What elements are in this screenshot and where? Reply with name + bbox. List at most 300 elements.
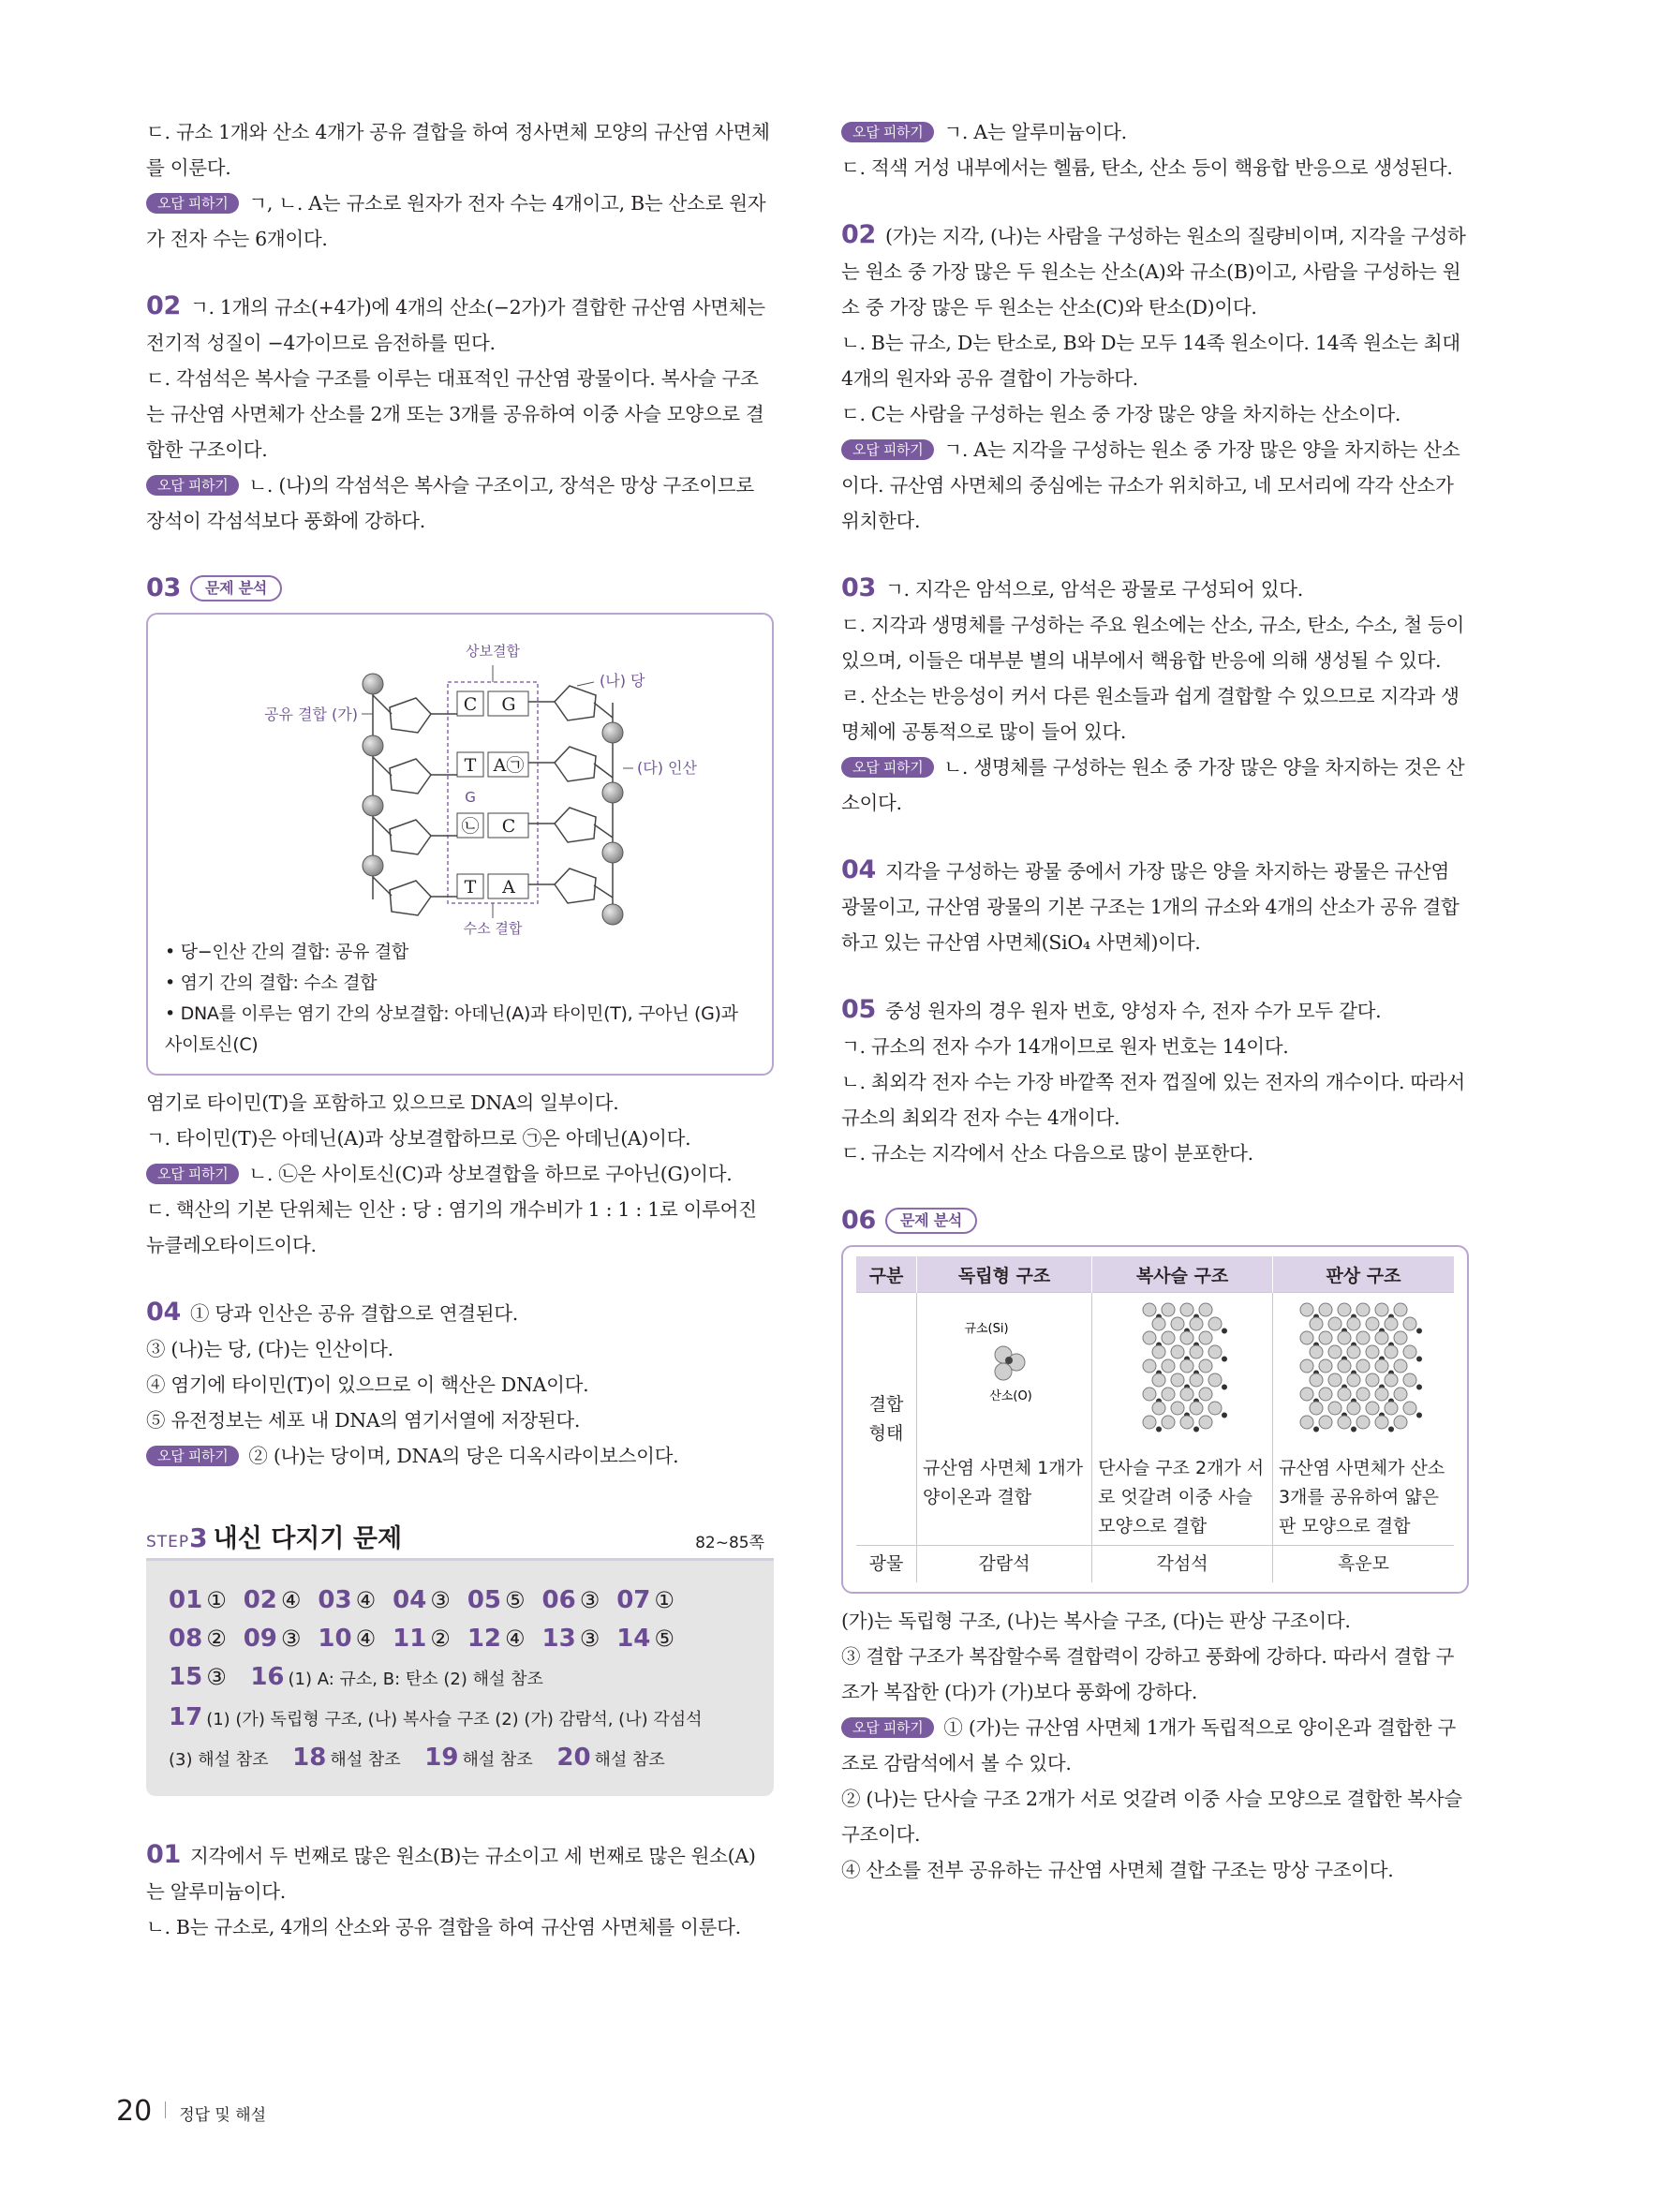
paragraph: ㄷ. 적색 거성 내부에서는 헬륨, 탄소, 산소 등이 핵융합 반응으로 생성된다. — [841, 156, 1453, 179]
answer-block-01-cont — [146, 114, 774, 257]
oxygen-atom — [1366, 1345, 1379, 1358]
answer-number: 13 — [541, 1625, 576, 1653]
sugar-pentagon — [555, 808, 596, 842]
oxygen-atom — [1403, 1345, 1416, 1358]
step3-title — [146, 1518, 402, 1554]
wrong-answer-paragraph — [841, 1710, 1469, 1781]
paragraph-text: 지각에서 두 번째로 많은 원소(B)는 규소이고 세 번째로 많은 원소(A)는 알루미늄이다. — [146, 1845, 756, 1903]
answer-value: (1) A: 규소, B: 탄소 (2) 해설 참조 — [288, 1670, 543, 1689]
question-number: 01 — [146, 1840, 181, 1869]
sheet-diagram — [1283, 1297, 1443, 1437]
oxygen-atom — [1152, 1373, 1165, 1387]
oxygen-atom — [1319, 1303, 1332, 1316]
answer-value: 해설 참조 — [594, 1750, 665, 1770]
page-range: 82~85쪽 — [695, 1534, 764, 1552]
silicon-atom — [1351, 1427, 1356, 1433]
page-footer — [116, 2095, 266, 2128]
answer-block-03 — [146, 571, 774, 1263]
oxygen-atom — [1300, 1331, 1313, 1344]
answer-value: ③ — [206, 1664, 227, 1690]
answer-number: 03 — [318, 1586, 352, 1614]
oxygen-atom — [1190, 1345, 1203, 1358]
phosphate-ball — [602, 722, 623, 743]
right-column — [841, 114, 1469, 1920]
sugar-pentagon — [390, 759, 431, 794]
oxygen-atom — [1319, 1416, 1332, 1429]
paragraph: ㄷ. 규소는 지각에서 산소 다음으로 많이 분포한다. — [841, 1142, 1253, 1165]
oxygen-atom — [1180, 1416, 1193, 1429]
sugar-pentagon — [555, 686, 596, 720]
oxygen-atom — [1319, 1359, 1332, 1373]
answer-number: 17 — [169, 1703, 203, 1731]
question-number: 03 — [841, 573, 876, 602]
question-number: 03 — [146, 573, 181, 602]
paragraph: ㄷ. 규소 1개와 산소 4개가 공유 결합을 하여 정사면체 모양의 규산염 사면체를 이룬다. — [146, 121, 770, 179]
question-number: 04 — [146, 1298, 181, 1327]
oxygen-atom — [1300, 1416, 1313, 1429]
oxygen-atom — [1366, 1317, 1379, 1330]
answer-value: 해설 참조 — [462, 1750, 533, 1770]
answer-number: 08 — [169, 1625, 203, 1653]
answer-value: ④ — [505, 1626, 526, 1652]
oxygen-atom — [1171, 1402, 1184, 1415]
answer-block-02 — [146, 289, 774, 539]
base-right-1: G — [501, 694, 516, 715]
silicon-atom — [1416, 1357, 1422, 1362]
wrong-answer-paragraph — [841, 432, 1469, 539]
oxygen-atom — [1310, 1373, 1323, 1387]
oxygen-atom — [1199, 1416, 1212, 1429]
answer-block-05-right — [841, 992, 1469, 1171]
oxygen-atom — [1385, 1317, 1398, 1330]
answer-value: (3) 해설 참조 — [169, 1750, 269, 1770]
oxygen-atom — [1171, 1317, 1184, 1330]
oxygen-atom — [1338, 1303, 1351, 1316]
silicon-atom — [1388, 1427, 1394, 1433]
oxygen-atom — [1338, 1388, 1351, 1401]
oxygen-atom — [1356, 1331, 1370, 1344]
answer-row — [169, 1739, 751, 1779]
oxygen-atom — [1375, 1303, 1388, 1316]
answer-value: ① — [206, 1587, 227, 1613]
paragraph: ㄴ. B는 규소, D는 탄소로, B와 D는 모두 14족 원소이다. 14족 원소는 최대 4개의 원자와 공유 결합이 가능하다. — [841, 332, 1460, 390]
oxygen-atom — [1356, 1388, 1370, 1401]
paragraph — [841, 992, 1469, 1029]
oxygen-atom — [1199, 1359, 1212, 1373]
base-pairs — [457, 691, 528, 898]
phosphate-ball — [363, 795, 383, 816]
table-row — [856, 1293, 1454, 1451]
phosphate-ball — [363, 855, 383, 876]
answer-value: ④ — [355, 1626, 377, 1652]
oxygen-atom — [1199, 1303, 1212, 1316]
wrong-answer-paragraph — [841, 750, 1469, 821]
paragraph-text: ㄴ. 생명체를 구성하는 원소 중 가장 많은 양을 차지하는 것은 산소이다. — [841, 756, 1465, 814]
paragraph — [146, 1837, 774, 1909]
answer-row — [169, 1581, 751, 1620]
oxygen-atom — [1338, 1416, 1351, 1429]
step3-header — [146, 1511, 774, 1558]
oxygen-atom — [1347, 1345, 1360, 1358]
table-header-row — [856, 1256, 1454, 1293]
paragraph — [841, 853, 1469, 960]
oxygen-atom — [1375, 1416, 1388, 1429]
paragraph — [841, 571, 1469, 607]
table-row — [856, 1450, 1454, 1546]
answer-block-04-right — [841, 853, 1469, 960]
oxygen-atom — [1385, 1402, 1398, 1415]
answer-value: ③ — [579, 1587, 600, 1613]
oxygen-atom — [1143, 1388, 1156, 1401]
oxygen-atom — [1300, 1388, 1313, 1401]
oxygen-atom — [1338, 1359, 1351, 1373]
paragraph: ㄷ. C는 사람을 구성하는 원소 중 가장 많은 양을 차지하는 산소이다. — [841, 403, 1401, 425]
oxygen-atom — [1328, 1317, 1341, 1330]
oxygen-atom — [1162, 1331, 1175, 1344]
answer-number: 18 — [292, 1744, 327, 1772]
label-phosphate: (다) 인산 — [637, 759, 697, 777]
question-number: 02 — [841, 220, 876, 249]
oxygen-atom — [1328, 1402, 1341, 1415]
oxygen-atom — [1319, 1331, 1332, 1344]
table-cell: 흑운모 — [1272, 1546, 1454, 1583]
paragraph-text: ㄱ. 1개의 규소(+4가)에 4개의 산소(−2가)가 결합한 규산염 사면체는 전기적 성질이 −4가이므로 음전하를 띤다. — [146, 296, 765, 354]
table-cell: 규산염 사면체 1개가 양이온과 결합 — [917, 1450, 1092, 1546]
left-backbone — [373, 684, 457, 915]
oxygen-atom — [1180, 1388, 1193, 1401]
row-label-bond-type: 결합 형태 — [856, 1293, 917, 1546]
oxygen-atom — [1162, 1388, 1175, 1401]
answer-number: 20 — [556, 1744, 591, 1772]
row-label-mineral: 광물 — [856, 1546, 917, 1583]
paragraph: ③ (나)는 당, (다)는 인산이다. — [146, 1338, 393, 1360]
paragraph-text: ㄱ, ㄴ. A는 규소로 원자가 전자 수는 4개이고, B는 산소로 원자가 전자 수는 6개이다. — [146, 192, 766, 250]
table-header-cell: 복사슬 구조 — [1092, 1256, 1273, 1293]
silicon-atom — [1156, 1427, 1162, 1433]
answer-row — [169, 1620, 751, 1658]
oxygen-atom — [1310, 1345, 1323, 1358]
paragraph-text: ㄱ. A는 지각을 구성하는 원소 중 가장 많은 양을 차지하는 산소이다. 규산염 사면체의 중심에는 규소가 위치하고, 네 모서리에 각각 산소가 위치한다. — [841, 438, 1460, 532]
answer-value: ④ — [280, 1587, 302, 1613]
answer-row — [169, 1699, 751, 1739]
oxygen-atom — [1152, 1402, 1165, 1415]
oxygen-atom — [1180, 1359, 1193, 1373]
silicon-atom — [1416, 1329, 1422, 1334]
table-cell: 각섬석 — [1092, 1546, 1273, 1583]
paragraph: ㄴ. B는 규소로, 4개의 산소와 공유 결합을 하여 규산염 사면체를 이룬다. — [146, 1916, 741, 1938]
phosphate-ball — [602, 842, 623, 863]
phosphate-ball — [602, 782, 623, 803]
base-left-3: ㉡ — [461, 816, 480, 837]
oxygen-atom — [1143, 1331, 1156, 1344]
answer-block-01-cont-right — [841, 114, 1469, 186]
answer-value: ③ — [430, 1587, 451, 1613]
paragraph: ㄱ. 규소의 전자 수가 14개이므로 원자 번호는 14이다. — [841, 1035, 1289, 1058]
wrong-answer-tag: 오답 피하기 — [146, 475, 239, 496]
oxygen-atom — [1300, 1359, 1313, 1373]
silicon-atom — [1222, 1357, 1227, 1362]
silicon-atom — [1416, 1385, 1422, 1390]
wrong-answer-tag: 오답 피하기 — [841, 439, 934, 460]
oxygen-atom — [1356, 1416, 1370, 1429]
question-number: 06 — [841, 1206, 876, 1235]
oxygen-atom — [1190, 1402, 1203, 1415]
phosphate-ball — [602, 904, 623, 925]
question-header — [146, 571, 774, 607]
answer-block-06-right — [841, 1203, 1469, 1888]
paragraph: ㄷ. 지각과 생명체를 구성하는 주요 원소에는 산소, 규소, 탄소, 수소, 철 등이 있으며, 이들은 대부분 별의 내부에서 핵융합 반응에 의해 생성될 수 있다. — [841, 614, 1465, 672]
sugar-pentagon — [555, 747, 596, 781]
sheet-structure-image — [1272, 1293, 1454, 1451]
oxygen-atom — [1366, 1373, 1379, 1387]
wrong-answer-paragraph — [146, 1438, 774, 1474]
left-column — [146, 114, 774, 1977]
table-cell: 단사슬 구조 2개가 서로 엇갈려 이중 사슬 모양으로 결합 — [1092, 1450, 1273, 1546]
base-left-4: T — [464, 877, 477, 898]
answer-number: 15 — [169, 1663, 203, 1691]
answer-block-02-right — [841, 217, 1469, 539]
label-sugar: (나) 당 — [600, 672, 645, 690]
oxygen-atom — [1190, 1373, 1203, 1387]
table-header-cell: 판상 구조 — [1272, 1256, 1454, 1293]
step-label: STEP — [146, 1533, 190, 1551]
answer-number: 07 — [616, 1586, 651, 1614]
paragraph: ㄷ. 각섬석은 복사슬 구조를 이루는 대표적인 규산염 광물이다. 복사슬 구조는 규산염 사면체가 산소를 2개 또는 3개를 공유하여 이중 사슬 모양으로 결합한 구조이다. — [146, 367, 764, 461]
oxygen-atom — [1208, 1373, 1222, 1387]
oxygen-atom — [1152, 1345, 1165, 1358]
label-complementary: 상보결합 — [466, 643, 520, 660]
paragraph-text: (가)는 지각, (나)는 사람을 구성하는 원소의 질량비이며, 지각을 구성하는 원소 중 가장 많은 두 원소는 산소(A)와 규소(B)이고, 사람을 구성하는 원소 중 가장 많은 두 원소는 산소(C)와 탄소(D)이다. — [841, 225, 1466, 319]
base-hint-g: G — [465, 789, 476, 806]
paragraph: ㄱ. 타이민(T)은 아데닌(A)과 상보결합하므로 ㉠은 아데닌(A)이다. — [146, 1127, 691, 1150]
answer-number: 09 — [243, 1625, 277, 1653]
question-header — [841, 1203, 1469, 1240]
wrong-answer-paragraph — [146, 468, 774, 539]
step-title-text: 내신 다지기 문제 — [213, 1524, 403, 1553]
wrong-answer-tag: 오답 피하기 — [841, 757, 934, 778]
wrong-answer-tag: 오답 피하기 — [146, 193, 239, 214]
paragraph: ④ 산소를 전부 공유하는 규산염 사면체 결합 구조는 망상 구조이다. — [841, 1859, 1394, 1881]
answer-value: ⑤ — [654, 1626, 674, 1652]
wrong-answer-paragraph — [146, 1156, 774, 1192]
answer-value: (1) (가) 독립형 구조, (나) 복사슬 구조 (2) (가) 감람석, (나) 각섬석 — [206, 1710, 703, 1730]
oxygen-atom — [1385, 1345, 1398, 1358]
oxygen-atom — [1199, 1388, 1212, 1401]
oxygen-atom — [1300, 1303, 1313, 1316]
wrong-answer-paragraph — [146, 186, 774, 257]
oxygen-atom — [1347, 1317, 1360, 1330]
base-right-4: A — [502, 877, 515, 898]
answer-value: ② — [430, 1626, 451, 1652]
oxygen-atom — [1347, 1402, 1360, 1415]
answer-number: 06 — [541, 1586, 576, 1614]
oxygen-atom — [1375, 1331, 1388, 1344]
paragraph: ④ 염기에 타이민(T)이 있으므로 이 핵산은 DNA이다. — [146, 1373, 589, 1396]
paragraph: ⑤ 유전정보는 세포 내 DNA의 염기서열에 저장된다. — [146, 1409, 581, 1432]
paragraph-text: ① 당과 인산은 공유 결합으로 연결된다. — [189, 1302, 519, 1325]
oxygen-atom — [1171, 1345, 1184, 1358]
oxygen-atom — [1143, 1303, 1156, 1316]
label-covalent-bond: 공유 결합 (가) — [264, 705, 358, 723]
oxygen-atom — [1394, 1359, 1407, 1373]
si-label: 규소(Si) — [964, 1322, 1009, 1336]
oxygen-atom — [1180, 1303, 1193, 1316]
answer-row — [169, 1658, 751, 1699]
paragraph: ② (나)는 단사슬 구조 2개가 서로 엇갈려 이중 사슬 모양으로 결합한 복사슬 구조이다. — [841, 1788, 1462, 1846]
base-right-3: C — [501, 816, 516, 837]
answer-block-step3-01 — [146, 1837, 774, 1945]
footer-title: 정답 및 해설 — [179, 2106, 267, 2125]
paragraph — [146, 1295, 774, 1331]
answer-value: 해설 참조 — [330, 1750, 401, 1770]
answer-number: 14 — [616, 1625, 651, 1653]
oxygen-atom — [1394, 1331, 1407, 1344]
answer-number: 12 — [467, 1625, 501, 1653]
paragraph-text: ㄱ. 지각은 암석으로, 암석은 광물로 구성되어 있다. — [884, 578, 1303, 601]
oxygen-atom — [1328, 1345, 1341, 1358]
oxygen-atom — [1394, 1416, 1407, 1429]
oxygen-atom — [1162, 1303, 1175, 1316]
oxygen-atom — [1375, 1359, 1388, 1373]
base-left-2: T — [464, 755, 477, 776]
tetrahedron-diagram — [925, 1297, 1084, 1437]
oxygen-atom — [1208, 1402, 1222, 1415]
silicon-atom — [1416, 1413, 1422, 1418]
table-cell: 규산염 사면체가 산소 3개를 공유하여 얇은 판 모양으로 결합 — [1272, 1450, 1454, 1546]
paragraph-text: 중성 원자의 경우 원자 번호, 양성자 수, 전자 수가 모두 같다. — [884, 1000, 1382, 1022]
oxygen-atom — [1338, 1331, 1351, 1344]
paragraph-text: ② (나)는 당이며, DNA의 당은 디옥시라이보스이다. — [248, 1445, 679, 1467]
answer-number: 04 — [393, 1586, 427, 1614]
analysis-badge: 문제 분석 — [885, 1208, 977, 1234]
answer-block-04 — [146, 1295, 774, 1474]
answer-value: ③ — [579, 1626, 600, 1652]
silicate-structure-table — [856, 1256, 1454, 1582]
answer-number: 11 — [393, 1625, 427, 1653]
leader-line — [577, 682, 594, 686]
oxygen-atom — [1143, 1359, 1156, 1373]
table-header-cell: 독립형 구조 — [917, 1256, 1092, 1293]
oxygen-atom — [1328, 1373, 1341, 1387]
label-hydrogen-bond: 수소 결합 — [463, 920, 523, 937]
phosphate-ball — [363, 735, 383, 756]
table-cell: 감람석 — [917, 1546, 1092, 1583]
double-chain-image — [1092, 1293, 1273, 1451]
answer-number: 16 — [250, 1663, 285, 1691]
answer-key-box — [146, 1558, 774, 1796]
wrong-answer-tag: 오답 피하기 — [146, 1446, 239, 1466]
analysis-badge: 문제 분석 — [190, 575, 282, 601]
base-left-1: C — [463, 694, 478, 715]
silicon-atom — [1193, 1427, 1199, 1433]
oxygen-atom — [1190, 1317, 1203, 1330]
paragraph: 염기로 타이민(T)을 포함하고 있으므로 DNA의 일부이다. — [146, 1091, 619, 1114]
answer-value: ⑤ — [505, 1587, 526, 1613]
oxygen-atom — [1347, 1373, 1360, 1387]
right-backbone — [528, 686, 613, 918]
paragraph: ③ 결합 구조가 복잡할수록 결합력이 강하고 풍화에 강하다. 따라서 결합 구조가 복잡한 (다)가 (가)보다 풍화에 강하다. — [841, 1645, 1455, 1703]
table-row — [856, 1546, 1454, 1583]
oxygen-atom — [1199, 1331, 1212, 1344]
paragraph: ㄹ. 산소는 반응성이 커서 다른 원소들과 쉽게 결합할 수 있으므로 지각과 생명체에 공통적으로 많이 들어 있다. — [841, 685, 1460, 743]
paragraph-text: 지각을 구성하는 광물 중에서 가장 많은 양을 차지하는 광물은 규산염 광물이고, 규산염 광물의 기본 구조는 1개의 규소와 4개의 산소가 공유 결합하고 있는 규산염 사면체(SiO₄ 사면체)이다. — [841, 860, 1460, 954]
wrong-answer-tag: 오답 피하기 — [841, 1717, 934, 1738]
oxygen-atom — [1385, 1373, 1398, 1387]
oxygen-atom — [1162, 1359, 1175, 1373]
base-right-2: A㉠ — [493, 755, 525, 776]
independent-structure-image — [917, 1293, 1092, 1451]
wrong-answer-tag: 오답 피하기 — [841, 122, 934, 142]
paragraph-text: ㄱ. A는 알루미늄이다. — [943, 121, 1127, 143]
oxygen-atom — [1319, 1388, 1332, 1401]
silicon-atom — [1222, 1413, 1227, 1418]
answer-value: ③ — [280, 1626, 302, 1652]
paragraph: ㄴ. 최외각 전자 수는 가장 바깥쪽 전자 껍질에 있는 전자의 개수이다. 따라서 규소의 최외각 전자 수는 4개이다. — [841, 1071, 1465, 1129]
answer-number: 10 — [318, 1625, 352, 1653]
double-chain-diagram — [1103, 1297, 1262, 1437]
paragraph-text: ㄴ. (나)의 각섬석은 복사슬 구조이고, 장석은 망상 구조이므로 장석이 각섬석보다 풍화에 강하다. — [146, 474, 754, 532]
wrong-answer-paragraph — [841, 114, 1469, 150]
oxygen-atom — [1171, 1373, 1184, 1387]
silicon-atom — [1313, 1427, 1319, 1433]
divider — [165, 2101, 166, 2118]
oxygen-atom — [1356, 1303, 1370, 1316]
oxygen-atom — [1208, 1317, 1222, 1330]
answer-value: ① — [654, 1587, 674, 1613]
oxygen-atom — [1356, 1359, 1370, 1373]
oxygen-atom — [1152, 1317, 1165, 1330]
answer-number: 01 — [169, 1586, 203, 1614]
step-number: 3 — [189, 1522, 208, 1553]
sugar-pentagon — [390, 698, 431, 733]
oxygen-atom — [1394, 1388, 1407, 1401]
phosphate-ball — [363, 674, 383, 694]
bullet-item: • 당−인산 간의 결합: 공유 결합 — [165, 942, 408, 962]
page-number: 20 — [116, 2095, 153, 2128]
silicon-atom — [1222, 1329, 1227, 1334]
silicon-atom — [1222, 1385, 1227, 1390]
dna-structure-diagram — [165, 628, 755, 937]
oxygen-atom — [1162, 1416, 1175, 1429]
oxygen-atom — [1310, 1317, 1323, 1330]
paragraph-text: ① (가)는 규산염 사면체 1개가 독립적으로 양이온과 결합한 구조로 감람석에서 볼 수 있다. — [841, 1716, 1457, 1774]
paragraph-text: ㄴ. ㉡은 사이토신(C)과 상보결합을 하므로 구아닌(G)이다. — [248, 1163, 733, 1185]
dna-analysis-box — [146, 613, 774, 1076]
step3-answer-section — [146, 1511, 774, 1796]
question-number: 02 — [146, 291, 181, 320]
oxygen-atom — [1394, 1303, 1407, 1316]
bullet-item: • DNA를 이루는 염기 간의 상보결합: 아데닌(A)과 타이민(T), 구아닌 (G)과 사이토신(C) — [165, 1003, 738, 1055]
oxygen-atom — [1403, 1402, 1416, 1415]
answer-number: 05 — [467, 1586, 501, 1614]
o-label: 산소(O) — [989, 1389, 1032, 1403]
question-number: 04 — [841, 855, 876, 884]
paragraph — [841, 217, 1469, 325]
silicate-structure-box — [841, 1245, 1469, 1594]
sugar-pentagon — [555, 868, 596, 903]
paragraph: ㄷ. 핵산의 기본 단위체는 인산 : 당 : 염기의 개수비가 1 : 1 : 1로 이루어진 뉴클레오타이드이다. — [146, 1198, 757, 1256]
oxygen-atom — [1180, 1331, 1193, 1344]
oxygen-atom — [1143, 1416, 1156, 1429]
answer-value: ④ — [355, 1587, 377, 1613]
bullet-item: • 염기 간의 결합: 수소 결합 — [165, 972, 378, 993]
oxygen-atom — [1375, 1388, 1388, 1401]
answer-number: 19 — [424, 1744, 459, 1772]
oxygen-atom — [1208, 1345, 1222, 1358]
paragraph: (가)는 독립형 구조, (나)는 복사슬 구조, (다)는 판상 구조이다. — [841, 1610, 1351, 1632]
oxygen-atom — [1366, 1402, 1379, 1415]
question-number: 05 — [841, 995, 876, 1024]
